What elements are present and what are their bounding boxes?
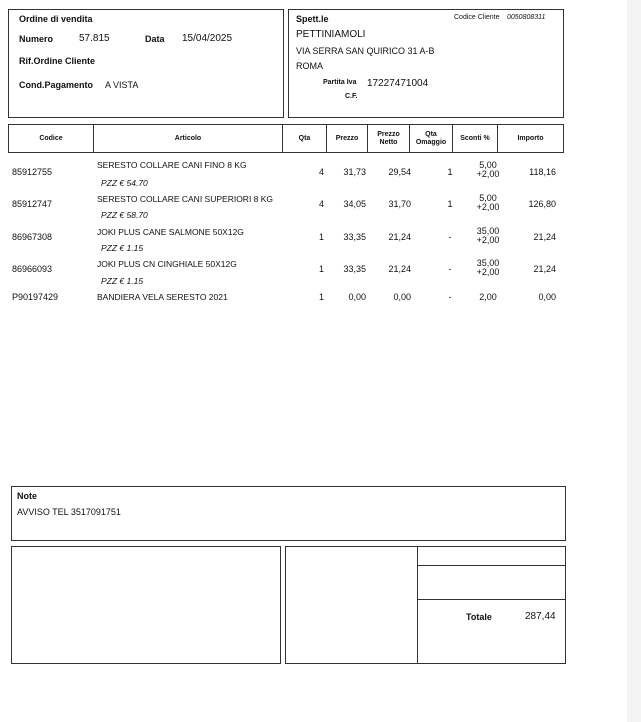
header-sconti: Sconti %: [453, 125, 498, 152]
order-date-label: Data: [145, 34, 165, 44]
row-disc1: 5,00: [479, 160, 497, 170]
order-number-label: Numero: [19, 34, 54, 44]
row-article: BANDIERA VELA SERESTO 2021: [97, 292, 228, 302]
totals-divider-1: [417, 565, 566, 566]
customer-code-value: 0050808311: [507, 14, 546, 21]
row-code: P90197429: [12, 292, 59, 302]
order-payment-value: A VISTA: [105, 80, 139, 90]
header-importo: Importo: [517, 134, 544, 142]
row-amount: 21,24: [533, 232, 556, 242]
row-article: JOKI PLUS CN CINGHIALE 50X12G: [97, 259, 237, 269]
row-free: 1: [447, 167, 453, 177]
row-code: 86967308: [12, 232, 53, 242]
row-article: SERESTO COLLARE CANI SUPERIORI 8 KG: [97, 194, 274, 204]
order-title: Ordine di vendita: [19, 14, 93, 24]
table-row: [0, 291, 641, 324]
header-prezzo-netto-line1: Prezzo: [377, 130, 400, 138]
row-amount: 118,16: [529, 167, 556, 177]
header-qta-omaggio-line1: Qta: [425, 130, 437, 138]
row-price: 31,73: [343, 167, 366, 177]
row-code: 86966093: [12, 264, 53, 274]
page-edge: [627, 0, 641, 722]
row-disc1: 2,00: [479, 292, 497, 302]
row-net: 29,54: [388, 167, 411, 177]
row-net: 0,00: [393, 292, 411, 302]
order-date-value: 15/04/2025: [182, 33, 233, 44]
row-amount: 126,80: [528, 199, 556, 209]
row-article: JOKI PLUS CANE SALMONE 50X12G: [97, 227, 244, 237]
row-free: -: [448, 232, 452, 242]
row-code: 85912755: [12, 167, 53, 177]
bottom-left-box: [11, 546, 281, 664]
header-prezzo: Prezzo: [327, 125, 368, 152]
row-qty: 4: [318, 167, 324, 177]
row-qty: 1: [318, 232, 324, 242]
customer-vat-value: 17227471004: [367, 78, 429, 89]
table-row: [0, 259, 641, 292]
row-code: 85912747: [12, 199, 53, 209]
row-qty: 1: [318, 292, 324, 302]
row-note: PZZ € 58.70: [101, 210, 148, 220]
customer-code-label: Codice Cliente: [454, 14, 500, 21]
notes-label: Note: [17, 491, 37, 501]
row-price: 33,35: [343, 264, 366, 274]
total-label: Totale: [466, 612, 492, 622]
order-payment-label: Cond.Pagamento: [19, 80, 94, 90]
row-qty: 1: [318, 264, 324, 274]
row-note: PZZ € 1.15: [101, 243, 144, 253]
totals-divider-2: [417, 599, 566, 600]
row-disc2: +2,00: [476, 169, 500, 179]
header-qta: Qta: [283, 125, 327, 152]
row-disc2: +2,00: [476, 235, 500, 245]
table-header: [8, 124, 564, 153]
notes-text: AVVISO TEL 3517091751: [17, 507, 121, 517]
customer-spett-label: Spett.le: [296, 14, 329, 24]
header-articolo: Articolo: [94, 125, 283, 152]
row-disc1: 35,00: [476, 226, 500, 236]
header-prezzo-netto: [368, 125, 410, 152]
row-note: PZZ € 1.15: [101, 276, 144, 286]
order-number-value: 57.815: [79, 33, 110, 44]
total-value: 287,44: [525, 611, 556, 622]
table-row: [0, 194, 641, 227]
row-price: 33,35: [343, 232, 366, 242]
row-disc1: 5,00: [479, 193, 497, 203]
row-price: 34,05: [343, 199, 366, 209]
customer-city: ROMA: [296, 61, 323, 71]
header-prezzo-netto-line2: Netto: [379, 138, 398, 146]
header-qta-omaggio: [410, 125, 453, 152]
header-codice: Codice: [9, 125, 94, 152]
customer-cf-label: C.F.: [345, 93, 358, 100]
table-row: [0, 160, 641, 193]
row-amount: 0,00: [538, 292, 556, 302]
customer-vat-label: Partita Iva: [323, 79, 357, 86]
header-qta-omaggio-line2: Omaggio: [415, 138, 447, 146]
row-disc2: +2,00: [476, 267, 500, 277]
bottom-middle-box: [285, 546, 418, 664]
order-ref-label: Rif.Ordine Cliente: [19, 56, 96, 66]
table-row: [0, 227, 641, 260]
row-article: SERESTO COLLARE CANI FINO 8 KG: [97, 160, 247, 170]
customer-name: PETTINIAMOLI: [296, 29, 366, 40]
row-net: 21,24: [388, 232, 411, 242]
row-free: 1: [447, 199, 453, 209]
row-disc1: 35,00: [476, 258, 500, 268]
row-free: -: [448, 292, 452, 302]
row-net: 31,70: [388, 199, 411, 209]
customer-box: [288, 9, 564, 118]
row-free: -: [448, 264, 452, 274]
bottom-right-box: [417, 546, 566, 664]
row-price: 0,00: [348, 292, 366, 302]
customer-address: VIA SERRA SAN QUIRICO 31 A-B: [296, 46, 435, 56]
row-amount: 21,24: [533, 264, 556, 274]
row-net: 21,24: [388, 264, 411, 274]
row-disc2: +2,00: [476, 202, 500, 212]
row-note: PZZ € 54.70: [101, 178, 148, 188]
row-qty: 4: [318, 199, 324, 209]
